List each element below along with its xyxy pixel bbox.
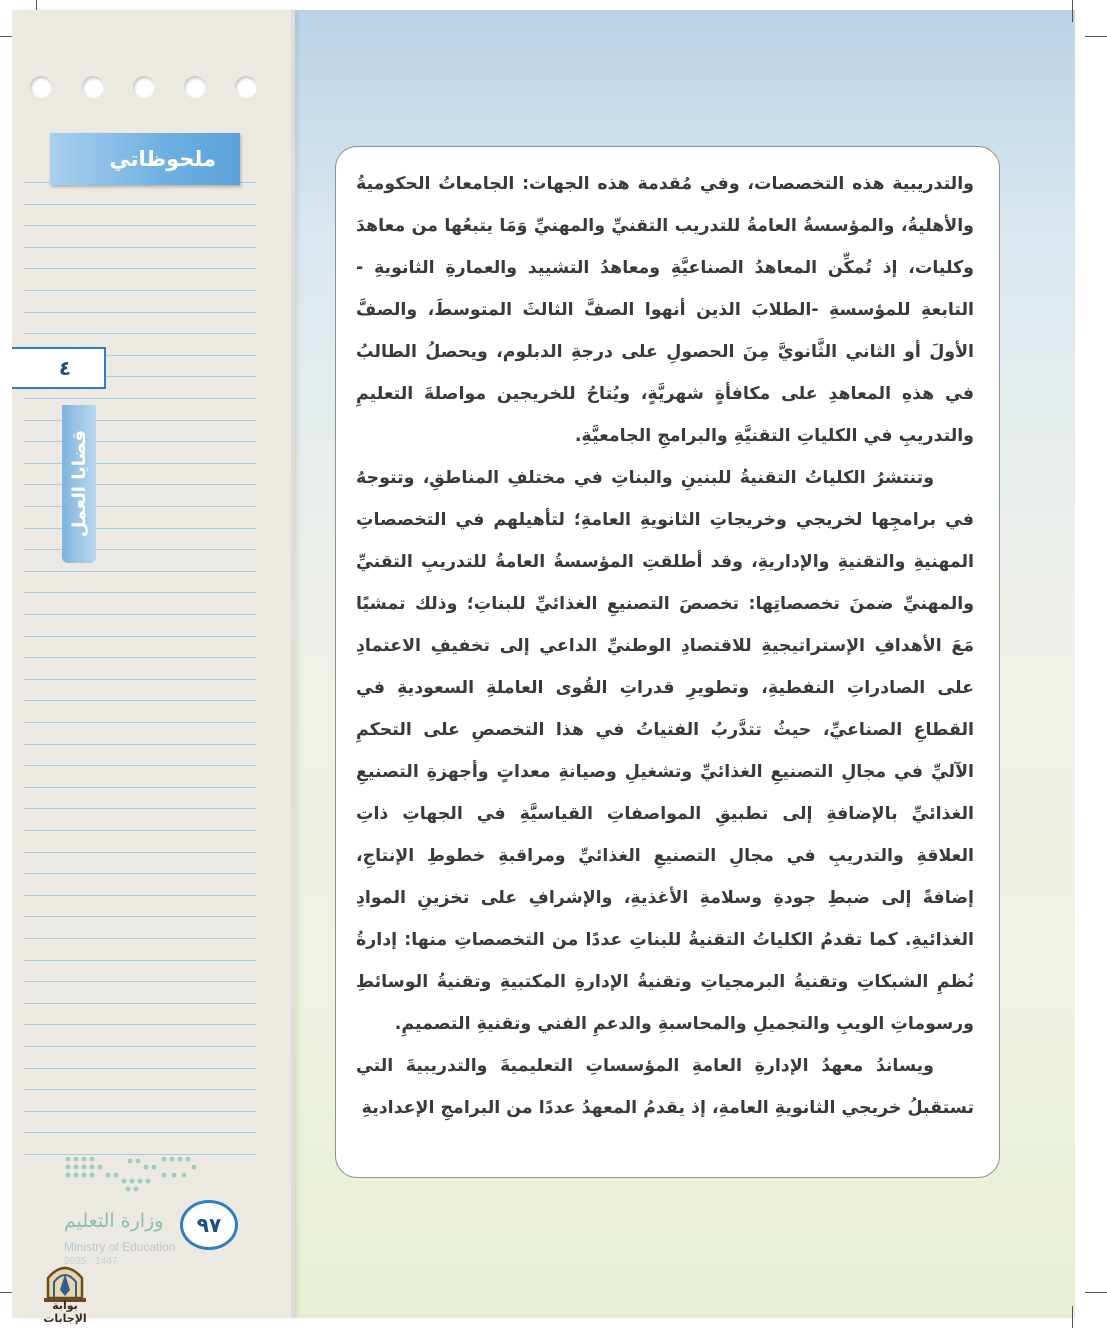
binder-hole: [82, 76, 104, 98]
unit-number-box: [12, 347, 106, 389]
notes-sidebar: [12, 10, 295, 1318]
ruled-line: [24, 268, 256, 269]
answers-portal-label: بوابة الإجابات: [43, 1299, 87, 1325]
ruled-line: [24, 398, 256, 399]
ruled-line: [24, 506, 256, 507]
ruled-line: [24, 225, 256, 226]
ruled-line: [24, 765, 256, 766]
ruled-line: [24, 247, 256, 248]
ministry-name-english: Ministry of Education: [64, 1240, 176, 1254]
paragraph: ويساندُ معهدُ الإدارةِ العامةِ المؤسساتِ التعليميةَ والتدريبيةَ التي تستقبلُ خريجي الثانويةِ العامةِ، إذ يقدمُ المعهدُ عددًا من البرامجِ الإعداديةِ: [356, 1056, 974, 1118]
binder-hole: [133, 76, 155, 98]
ruled-line: [24, 1024, 256, 1025]
ruled-line: [24, 528, 256, 529]
ministry-name-arabic: وزارة التعليم: [64, 1210, 164, 1232]
ruled-line: [24, 1068, 256, 1069]
ruled-line: [24, 981, 256, 982]
notes-heading: [50, 133, 240, 185]
ruled-line: [24, 700, 256, 701]
ruled-line: [24, 938, 256, 939]
ruled-line: [24, 744, 256, 745]
unit-title: قضايا العمل: [68, 430, 90, 538]
page-number: [180, 1200, 238, 1250]
ruled-line: [24, 808, 256, 809]
ruled-line: [24, 960, 256, 961]
ruled-line: [24, 420, 256, 421]
ruled-line: [24, 636, 256, 637]
ministry-years: 2025 - 1447: [64, 1256, 118, 1267]
binder-hole: [184, 76, 206, 98]
ruled-line: [24, 787, 256, 788]
ruled-line: [24, 312, 256, 313]
ruled-line: [24, 873, 256, 874]
ministry-logo-dots: [64, 1155, 198, 1195]
body-text: [356, 163, 974, 1129]
ruled-line: [24, 657, 256, 658]
ruled-line: [24, 1111, 256, 1112]
crop-mark: [1085, 1292, 1107, 1293]
ruled-line: [24, 484, 256, 485]
ruled-line: [24, 549, 256, 550]
paragraph: وتنتشرُ الكلياتُ التقنيةُ للبنينِ والبناتِ في مختلفِ المناطقِ، وتتوجهُ في برامجِها لخريجي وخريجاتِ الثانويةِ العامةِ؛ لتأهيلهم في التخصصاتِ المهنيةِ والتقنيةِ والإداريةِ، وقد أطلقتِ المؤسسةُ العامةُ للتدريبِ التقنيِّ والمهنيِّ ضمنَ تخصصاتِها: تخصصَ التصنيعِ الغذائيِّ للبناتِ؛ وذلك تمشيًا مَعَ الأهدافِ الإستراتيجيةِ للاقتصادِ الوطنيِّ الداعي إلى تخفيفِ الاعتمادِ على الصادراتِ النفطيةِ، وتطويرِ قدراتِ القُوى العاملةِ السعوديةِ في القطاعِ الصناعيِّ، حيثُ تتدَّربُ الفتياتُ في هذا التخصصِ على التحكمِ الآليِّ في مجالِ التصنيعِ الغذائيِّ وتشغيلِ وصيانةِ معداتٍ وأجهزةِ التصنيعِ الغذائيِّ بالإضافةِ إلى تطبيقِ المواصفاتِ القياسيَّةِ في الجهاتِ ذاتِ العلاقةِ والتدريبِ في مجالِ التصنيعِ الغذائيِّ ومراقبةِ خطوطِ الإنتاجِ، إضافةً إلى ضبطِ جودةِ وسلامةِ الأغذيةِ، والإشرافِ على تخزينِ الموادِ الغذائيةِ. كما تقدمُ الكلياتُ التقنيةُ للبناتِ عددًا من التخصصاتِ منها: إدارةُ نُظمِ الشبكاتِ وتقنيةُ البرمجياتِ وتقنيةُ الإدارةِ المكتبيةِ وتقنيةُ الوسائطِ ورسوماتِ الويبِ والتجميلِ والمحاسبةِ والدعمِ الفني وتقنيةِ التصميمِ.: [356, 468, 974, 1034]
ruled-line: [24, 679, 256, 680]
ruled-line: [24, 852, 256, 853]
paragraph: والتدريبية هذه التخصصات، وفي مُقدمة هذه الجهات: الجامعاتُ الحكوميةُ والأهليةُ، والمؤسسةُ العامةُ للتدريب التقنيِّ والمهنيِّ وَمَا يتبعُها من معاهدَ وكليات، إذ تُمكِّن المعاهدُ الصناعيَّةِ ومعاهدُ التشييد والعمارةِ الثانويةِ - التابعةِ للمؤسسةِ -الطلابَ الذين أنهوا الصفَّ الثالثَ المتوسطَ، والصفَّ الأولَ أو الثاني الثَّانويَّ مِنَ الحصولِ على درجةِ الدبلوم، ويحصلُ الطالبُ في هذهِ المعاهدِ على مكافأةٍ شهريَّةٍ، ويُتاحُ للخريجين مواصلةَ التعليمِ والتدريبِ في الكلياتِ التقنيَّةِ والبرامجِ الجامعيَّةِ.: [356, 174, 974, 446]
ruled-line: [24, 1132, 256, 1133]
crop-mark: [1085, 36, 1107, 37]
ruled-line: [24, 895, 256, 896]
ruled-line: [24, 916, 256, 917]
ruled-line: [24, 571, 256, 572]
ruled-line: [24, 830, 256, 831]
ruled-line: [24, 1003, 256, 1004]
ruled-line: [24, 614, 256, 615]
ruled-line: [24, 441, 256, 442]
ruled-line: [24, 592, 256, 593]
ruled-line: [24, 1046, 256, 1047]
ruled-line: [24, 1089, 256, 1090]
unit-title-tab: [62, 405, 96, 563]
ruled-line: [24, 463, 256, 464]
binder-hole: [235, 76, 257, 98]
ruled-line: [24, 204, 256, 205]
ruled-line: [24, 290, 256, 291]
unit-number: ٤: [58, 356, 72, 380]
page-number-text: ٩٧: [196, 1213, 222, 1237]
binder-hole: [30, 76, 52, 98]
ruled-line: [24, 722, 256, 723]
crop-mark: [1072, 0, 1073, 22]
ruled-line: [24, 333, 256, 334]
crop-mark: [1072, 1306, 1073, 1328]
notes-label: ملحوظاتي: [109, 147, 216, 171]
